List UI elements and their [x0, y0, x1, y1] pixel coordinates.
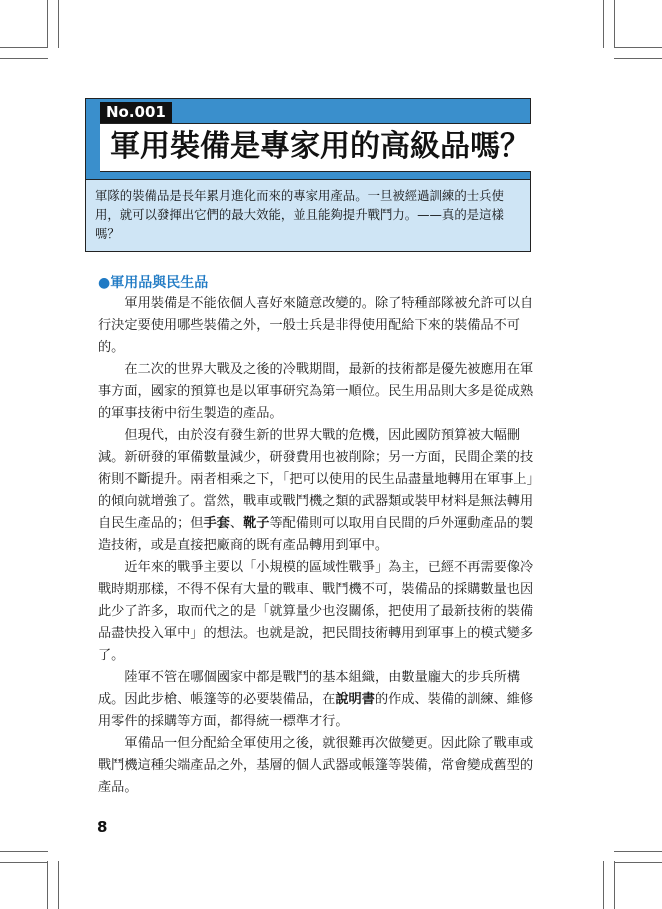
- crop-mark: [47, 0, 48, 48]
- paragraph-4: 近年來的戰爭主要以「小規模的區域性戰爭」為主，已經不再需要像冷戰時期那樣，不得不保有大量的戰車、戰鬥機不可，裝備品的採購數量也因此少了許多，取而代之的是「就算量少也沒關係，把使用了最新技術的裝備品盡快投入軍中」的想法。也就是說，把民間技術轉用到軍事上的模式變多了。: [98, 560, 534, 663]
- paragraph-2: 在二次的世界大戰及之後的冷戰期間，最新的技術都是優先被應用在軍事方面，國家的預算也是以軍事研究為第一順位。民生用品則大多是從成熟的軍事技術中衍生製造的產品。: [98, 362, 534, 421]
- page-number: 8: [97, 818, 108, 836]
- lead-text: 軍隊的裝備品是長年累月進化而來的專家用產品。一旦被經過訓練的士兵使用，就可以發揮出它們的最大效能，並且能夠提升戰鬥力。——真的是這樣嗎？: [95, 188, 504, 241]
- paragraph-5-text-c: 的作成、裝備的訓練、維修用零件的採購等方面，都得統一標準才行。: [98, 692, 534, 729]
- crop-mark: [0, 862, 48, 863]
- crop-mark: [0, 58, 48, 59]
- crop-mark: [603, 861, 604, 909]
- crop-mark: [58, 0, 59, 48]
- crop-mark: [0, 47, 48, 48]
- crop-mark: [614, 58, 662, 59]
- entry-number: No.001: [100, 102, 172, 123]
- paragraph-3-text-c: 等配備則可以取用自民間的戶外運動產品的製造技術，或是直接把廠商的既有產品轉用到軍中。: [98, 516, 534, 553]
- crop-mark: [0, 851, 48, 852]
- paragraph-5-text-a: 陸軍不管在哪個國家中都是戰鬥的基本組織，由數量龐大的步兵所構成。因此步槍、帳篷等的必要裝備品，在: [98, 670, 521, 707]
- term-manual: 說明書: [335, 692, 375, 707]
- paragraph-5: [98, 667, 534, 733]
- term-gloves: 手套: [203, 516, 230, 531]
- paragraph-3-separator: 、: [229, 516, 244, 531]
- crop-mark: [614, 862, 662, 863]
- crop-mark: [47, 861, 48, 909]
- body-text: [98, 293, 534, 799]
- crop-mark: [603, 0, 604, 48]
- crop-mark: [614, 0, 615, 48]
- page-title: 軍用裝備是專家用的高級品嗎？: [110, 129, 530, 164]
- paragraph-6: 軍備品一但分配給全軍使用之後，就很難再次做變更。因此除了戰車或戰鬥機這種尖端產品之外，基層的個人武器或帳篷等裝備，常會變成舊型的產品。: [98, 736, 534, 795]
- crop-mark: [58, 861, 59, 909]
- term-boots: 靴子: [243, 516, 270, 531]
- section-heading: ●軍用品與民生品: [98, 275, 209, 291]
- paragraph-3-text-a: 但現代，由於沒有發生新的世界大戰的危機，因此國防預算被大幅刪減。新研發的軍備數量減少，研發費用也被削除；另一方面，民間企業的技術則不斷提升。兩者相乘之下，「把可以使用的民生品盡量地轉用在軍事上」的傾向就增強了。當然，戰車或戰鬥機之類的武器類或裝甲材料是無法轉用自民生產品的；但: [98, 428, 534, 531]
- crop-mark: [614, 47, 662, 48]
- crop-mark: [614, 861, 615, 909]
- crop-mark: [614, 851, 662, 852]
- paragraph-3: [98, 425, 534, 557]
- paragraph-1: 軍用裝備是不能依個人喜好來隨意改變的。除了特種部隊被允許可以自行決定要使用哪些裝備之外，一般士兵是非得使用配給下來的裝備品不可的。: [98, 296, 534, 355]
